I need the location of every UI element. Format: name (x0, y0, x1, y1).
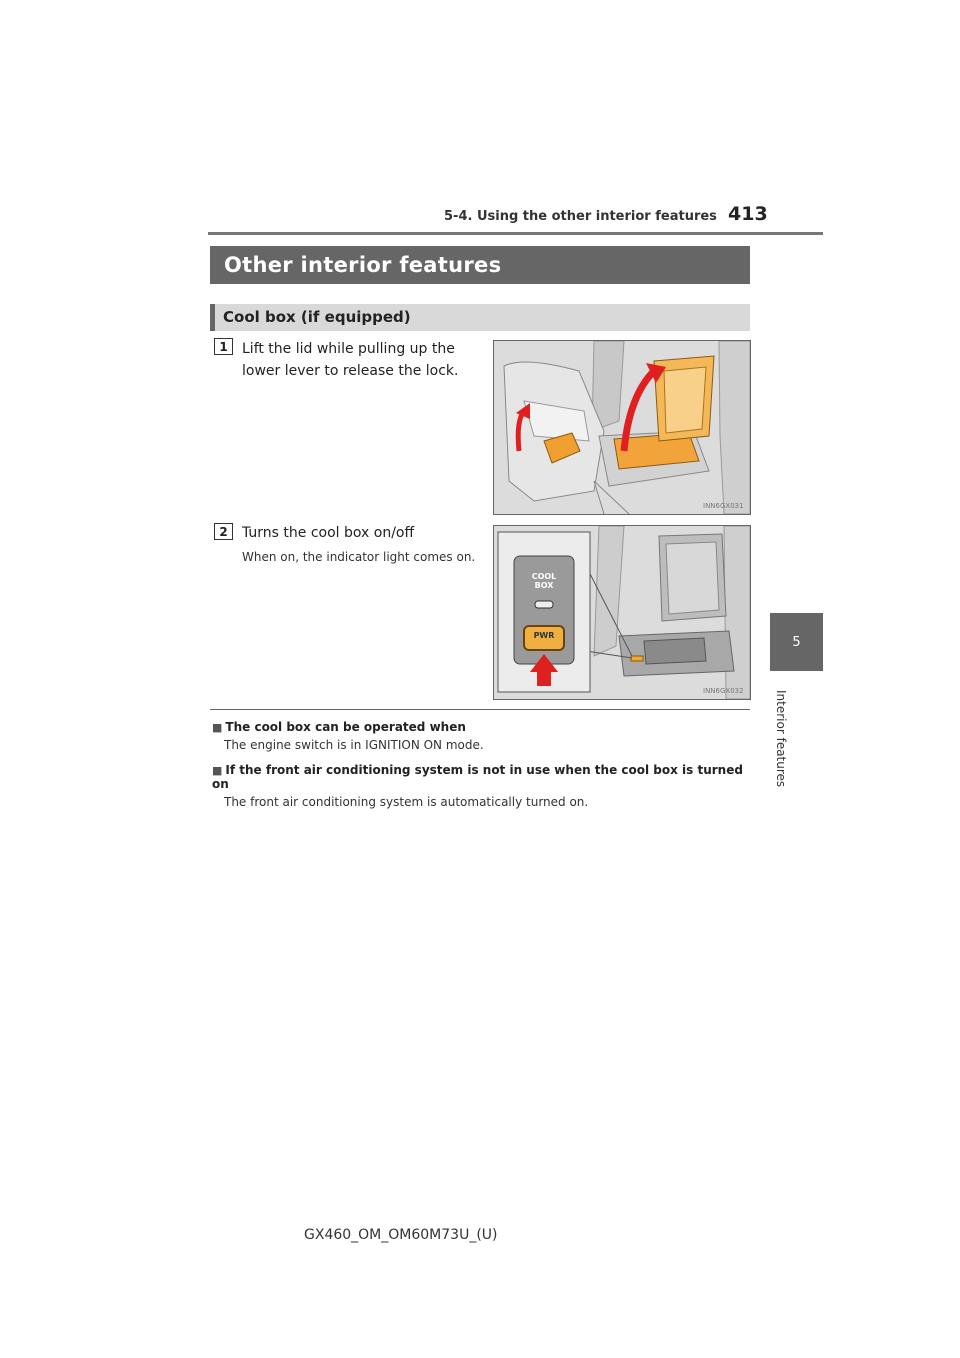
figure-cool-box-switch (493, 525, 751, 700)
armrest-illustration (494, 341, 750, 514)
coolbox-illustration (494, 526, 750, 699)
chapter-tab (770, 613, 823, 671)
note-2-body: The front air conditioning system is automatically turned on. (224, 795, 589, 809)
page-title: Other interior features (224, 253, 502, 277)
note-1-heading-text: The cool box can be operated when (225, 720, 466, 734)
note-1-body: The engine switch is in IGNITION ON mode. (224, 738, 484, 752)
note-bullet-icon: ■ (212, 764, 223, 777)
cool-box-label (530, 572, 558, 590)
note-bullet-icon: ■ (212, 721, 223, 734)
step-number-1: 1 (214, 338, 233, 355)
figure-code-1: INN6GX031 (703, 502, 744, 510)
note-2 (212, 763, 752, 809)
cool-label: COOL (531, 572, 557, 581)
figure-armrest-lid (493, 340, 751, 515)
note-1 (212, 720, 752, 752)
step-text-1: Lift the lid while pulling up the lower lever to release the lock. (242, 341, 459, 379)
box-label: BOX (534, 581, 554, 590)
chapter-number: 5 (792, 634, 801, 650)
step-text-2: Turns the cool box on/off (242, 525, 415, 541)
pwr-button-label: PWR (533, 631, 555, 640)
chapter-label (770, 690, 790, 790)
figure-code-2: INN6GX032 (703, 687, 744, 695)
section-subtitle-bar (210, 304, 750, 331)
section-subtitle: Cool box (if equipped) (223, 308, 411, 326)
note-2-heading (212, 763, 752, 791)
section-header: 5-4. Using the other interior features (444, 209, 717, 224)
section-divider (210, 709, 750, 710)
page-title-bar (210, 246, 750, 284)
note-2-heading-text: If the front air conditioning system is not in use when the cool box is turned on (212, 763, 743, 791)
subtitle-accent (210, 304, 215, 331)
page-number: 413 (728, 203, 768, 225)
chapter-label-text: Interior features (774, 690, 788, 788)
header-rule (208, 232, 823, 235)
step-note-2: When on, the indicator light comes on. (242, 550, 476, 564)
note-1-heading (212, 720, 752, 734)
document-footer: GX460_OM_OM60M73U_(U) (304, 1227, 498, 1243)
step-number-2: 2 (214, 523, 233, 540)
